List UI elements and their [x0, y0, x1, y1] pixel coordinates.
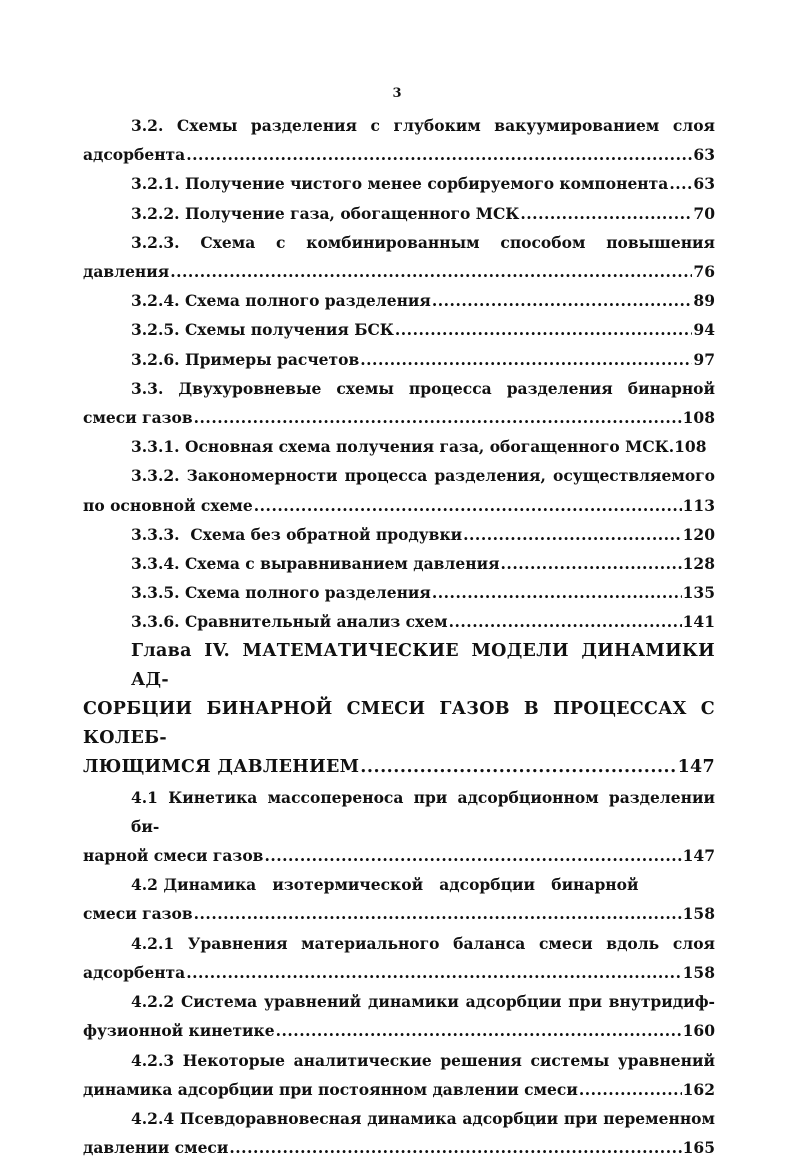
toc-entry-title: 3.2.3. Схема с комбинированным способом повышения — [131, 232, 715, 252]
leader-dots — [432, 578, 682, 607]
toc-entry-title-cont: адсорбента — [83, 145, 186, 165]
toc-entry-title: 3.2.6. Примеры расчетов — [131, 349, 360, 369]
toc-page-number: 147 — [682, 846, 715, 866]
leader-dots — [229, 1133, 681, 1162]
toc-entry-title: 3.3.4. Схема с выравниванием давления — [131, 554, 500, 574]
leader-dots — [395, 315, 693, 344]
toc-page-number: 162 — [682, 1079, 715, 1099]
toc-entry-title: 3.2.2. Получение газа, обогащенного МСК — [131, 203, 520, 223]
toc-entry-title-cont: смеси газов — [83, 904, 193, 924]
toc-entry-4-1 — [83, 783, 715, 871]
toc-entry-title: 4.1 Кинетика массопереноса при адсорбционном разделении би- — [131, 787, 715, 836]
toc-entry-3-3-1 — [83, 432, 715, 461]
toc-entry-3-3-5 — [83, 578, 715, 607]
toc-entry-title: 3.3.1. Основная схема получения газа, обогащенного МСК.108 — [131, 437, 707, 457]
toc-page-number: 113 — [682, 495, 715, 515]
leader-dots — [194, 403, 682, 432]
toc-page-number: 89 — [693, 291, 715, 311]
toc-entry-3-2-1 — [83, 169, 715, 198]
leader-dots — [360, 345, 692, 374]
toc-page-number: 76 — [693, 262, 715, 282]
toc-entry-3-3-4 — [83, 549, 715, 578]
toc-entry-3-3-2 — [83, 461, 715, 519]
toc-entry-title: 3.2.4. Схема полного разделения — [131, 291, 431, 311]
toc-entry-title: 4.2.3 Некоторые аналитические решения системы уравнений — [131, 1050, 715, 1070]
toc-page-number: 160 — [682, 1021, 715, 1041]
toc-page-number: 108 — [682, 408, 715, 428]
leader-dots — [449, 607, 682, 636]
toc-entry-3-3 — [83, 374, 715, 432]
toc-entry-title-cont: динамика адсорбции при постоянном давлении смеси — [83, 1079, 578, 1099]
toc-page-number: 128 — [682, 554, 715, 574]
toc-entry-title: 4.2.2 Система уравнений динамики адсорбции при внутридиф- — [131, 992, 715, 1012]
leader-dots — [186, 140, 692, 169]
toc-entry-title: 3.2.5. Схемы получения БСК — [131, 320, 394, 340]
leader-dots — [579, 1075, 682, 1104]
leader-dots — [186, 958, 681, 987]
toc-page-number: 147 — [677, 757, 715, 778]
toc-page-number: 63 — [693, 145, 715, 165]
toc-entry-title-cont: нарной смеси газов — [83, 846, 264, 866]
page-number: 3 — [392, 86, 402, 101]
leader-dots — [520, 199, 692, 228]
toc-entry-title-cont: давлении смеси — [83, 1138, 229, 1158]
toc-entry-4-2-3 — [83, 1046, 715, 1104]
toc-page-number: 63 — [693, 174, 715, 194]
toc-page-number: 94 — [693, 320, 715, 340]
leader-dots — [501, 549, 682, 578]
toc-entry-3-2-5 — [83, 315, 715, 344]
leader-dots — [463, 520, 682, 549]
leader-dots — [669, 169, 692, 198]
toc-entry-title: 4.2.4 Псевдоравновесная динамика адсорбции при переменном — [131, 1108, 715, 1128]
leader-dots — [194, 899, 682, 928]
table-of-contents — [83, 111, 715, 1162]
toc-entry-4-2-4 — [83, 1104, 715, 1162]
toc-page-number: 97 — [693, 349, 715, 369]
toc-entry-4-2-1 — [83, 929, 715, 987]
toc-page-number: 158 — [682, 962, 715, 982]
toc-entry-title: 3.2. Схемы разделения с глубоким вакуумированием слоя — [131, 116, 715, 135]
toc-entry-3-2-2 — [83, 199, 715, 228]
toc-entry-title-cont: смеси газов — [83, 408, 193, 428]
leader-dots — [276, 1016, 682, 1045]
toc-entry-3-3-6 — [83, 607, 715, 636]
leader-dots — [360, 753, 676, 782]
toc-page-number: 158 — [682, 904, 715, 924]
toc-entry-title: Глава IV. МАТЕМАТИЧЕСКИЕ МОДЕЛИ ДИНАМИКИ АД- — [131, 640, 715, 690]
toc-entry-title-cont: фузионной кинетике — [83, 1021, 275, 1041]
leader-dots — [264, 841, 681, 870]
toc-entry-title-cont: давления — [83, 262, 170, 282]
toc-entry-title: 3.3.3. Схема без обратной продувки — [131, 524, 463, 544]
toc-entry-title-cont: адсорбента — [83, 962, 186, 982]
toc-entry-title: 3.3.6. Сравнительный анализ схем — [131, 612, 448, 632]
toc-entry-3-2-6 — [83, 345, 715, 374]
leader-dots — [254, 491, 682, 520]
toc-entry-title: 4.2.1 Уравнения материального баланса смеси вдоль слоя — [131, 933, 715, 953]
toc-entry-3-2-4 — [83, 286, 715, 315]
toc-entry-title: 3.2.1. Получение чистого менее сорбируемого компонента — [131, 174, 669, 194]
toc-entry-title-cont: ЛЮЩИМСЯ ДАВЛЕНИЕМ — [83, 757, 360, 778]
leader-dots — [432, 286, 693, 315]
toc-entry-title: 3.3.2. Закономерности процесса разделения, осуществляемого — [131, 466, 715, 486]
toc-entry-3-3-3 — [83, 520, 715, 549]
toc-entry-4-2-2 — [83, 987, 715, 1045]
toc-page-number: 135 — [682, 583, 715, 603]
toc-page-number: 120 — [682, 524, 715, 544]
toc-entry-3-2-3 — [83, 228, 715, 286]
toc-entry-title: 3.3.5. Схема полного разделения — [131, 583, 431, 603]
toc-entry-title: 3.3. Двухуровневые схемы процесса разделения бинарной — [131, 378, 715, 398]
toc-entry-3-2 — [83, 111, 715, 169]
toc-page-number: 165 — [682, 1138, 715, 1158]
toc-entry-title-cont: СОРБЦИИ БИНАРНОЙ СМЕСИ ГАЗОВ В ПРОЦЕССАХ С КОЛЕБ- — [83, 699, 715, 749]
toc-entry-title: 4.2 Динамика изотермической адсорбции бинарной — [131, 875, 639, 895]
toc-entry-4-2 — [83, 870, 715, 928]
leader-dots — [170, 257, 692, 286]
toc-page-number: 141 — [682, 612, 715, 632]
toc-entry-title-cont: по основной схеме — [83, 495, 253, 515]
toc-page-number: 70 — [693, 203, 715, 223]
toc-entry-chapter-4 — [83, 637, 715, 783]
